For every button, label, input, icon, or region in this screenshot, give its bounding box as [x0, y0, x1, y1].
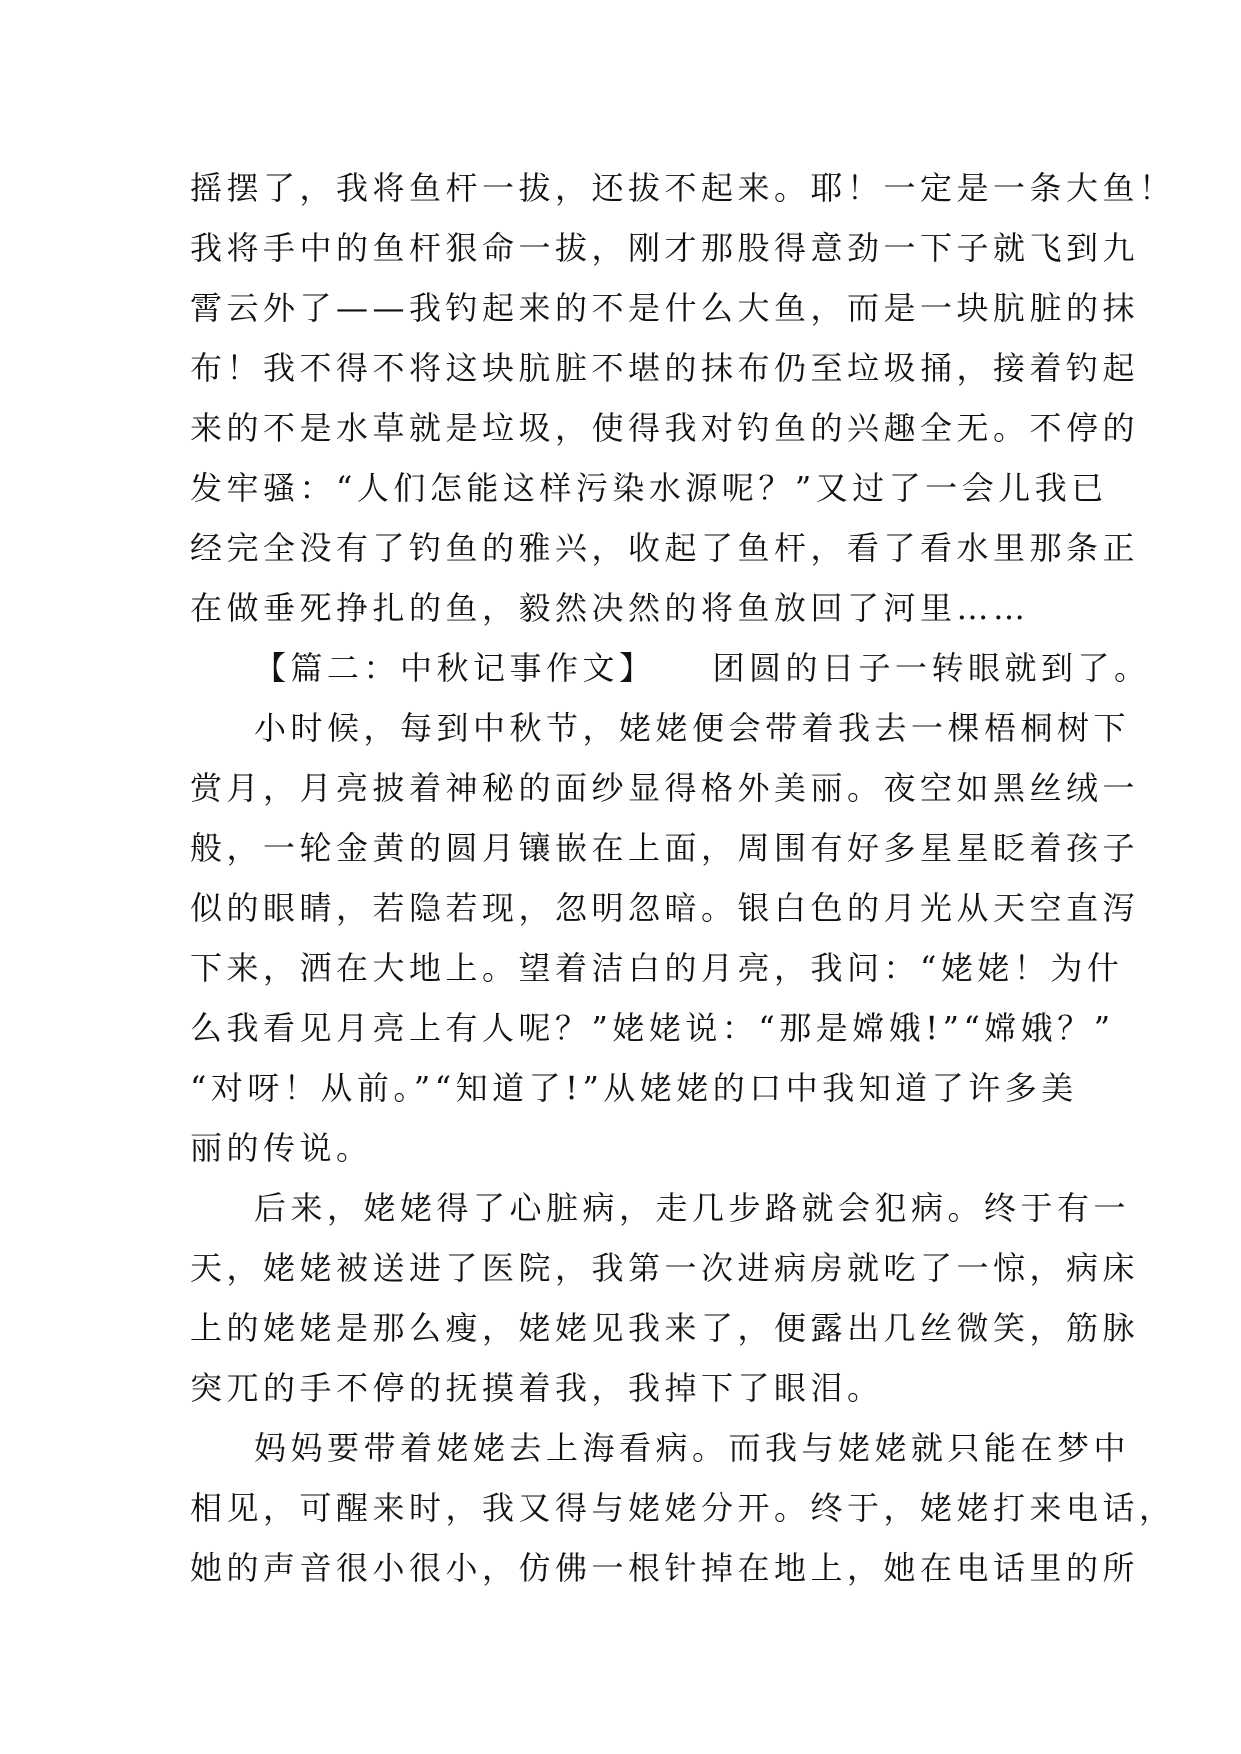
text-line: 摇摆了，我将鱼杆一拔，还拔不起来。耶！一定是一条大鱼！	[190, 169, 1176, 207]
text-line: 下来，洒在大地上。望着洁白的月亮，我问：“姥姥！为什	[190, 949, 1124, 987]
essay-body	[190, 158, 1176, 1598]
text-line: 么我看见月亮上有人呢？”姥姥说：“那是嫦娥!”“嫦娥？”	[190, 1009, 1115, 1047]
text-line: 赏月，月亮披着神秘的面纱显得格外美丽。夜空如黑丝绒一	[190, 769, 1140, 807]
text-line: 发牢骚：“人们怎能这样污染水源呢？”又过了一会儿我已	[190, 469, 1108, 507]
text-line: 布！我不得不将这块肮脏不堪的抹布仍至垃圾捅，接着钓起	[190, 349, 1140, 387]
text-line: 突兀的手不停的抚摸着我，我掉下了眼泪。	[190, 1369, 884, 1407]
text-line: 霄云外了——我钓起来的不是什么大鱼，而是一块肮脏的抹	[190, 289, 1140, 327]
text-line: 丽的传说。	[190, 1129, 373, 1167]
text-line: “对呀！从前。”“知道了!”从姥姥的口中我知道了许多美	[190, 1069, 1078, 1107]
text-line: 【篇二：中秋记事作文】 团圆的日子一转眼就到了。	[254, 649, 1151, 687]
text-line: 妈妈要带着姥姥去上海看病。而我与姥姥就只能在梦中	[254, 1429, 1131, 1467]
text-line: 在做垂死挣扎的鱼，毅然决然的将鱼放回了河里……	[190, 589, 1030, 627]
text-line: 天，姥姥被送进了医院，我第一次进病房就吃了一惊，病床	[190, 1249, 1140, 1287]
text-line: 小时候，每到中秋节，姥姥便会带着我去一棵梧桐树下	[254, 709, 1131, 747]
text-line: 上的姥姥是那么瘦，姥姥见我来了，便露出几丝微笑，筋脉	[190, 1309, 1140, 1347]
text-line: 似的眼睛，若隐若现，忽明忽暗。银白色的月光从天空直泻	[190, 889, 1140, 927]
text-line: 经完全没有了钓鱼的雅兴，收起了鱼杆，看了看水里那条正	[190, 529, 1140, 567]
text-line: 她的声音很小很小，仿佛一根针掉在地上，她在电话里的所	[190, 1549, 1140, 1587]
text-line: 般，一轮金黄的圆月镶嵌在上面，周围有好多星星眨着孩子	[190, 829, 1140, 867]
text-line: 后来，姥姥得了心脏病，走几步路就会犯病。终于有一	[254, 1189, 1131, 1227]
text-line: 来的不是水草就是垃圾，使得我对钓鱼的兴趣全无。不停的	[190, 409, 1140, 447]
text-line: 我将手中的鱼杆狠命一拔，刚才那股得意劲一下子就飞到九	[190, 229, 1140, 267]
text-line: 相见，可醒来时，我又得与姥姥分开。终于，姥姥打来电话，	[190, 1489, 1176, 1527]
